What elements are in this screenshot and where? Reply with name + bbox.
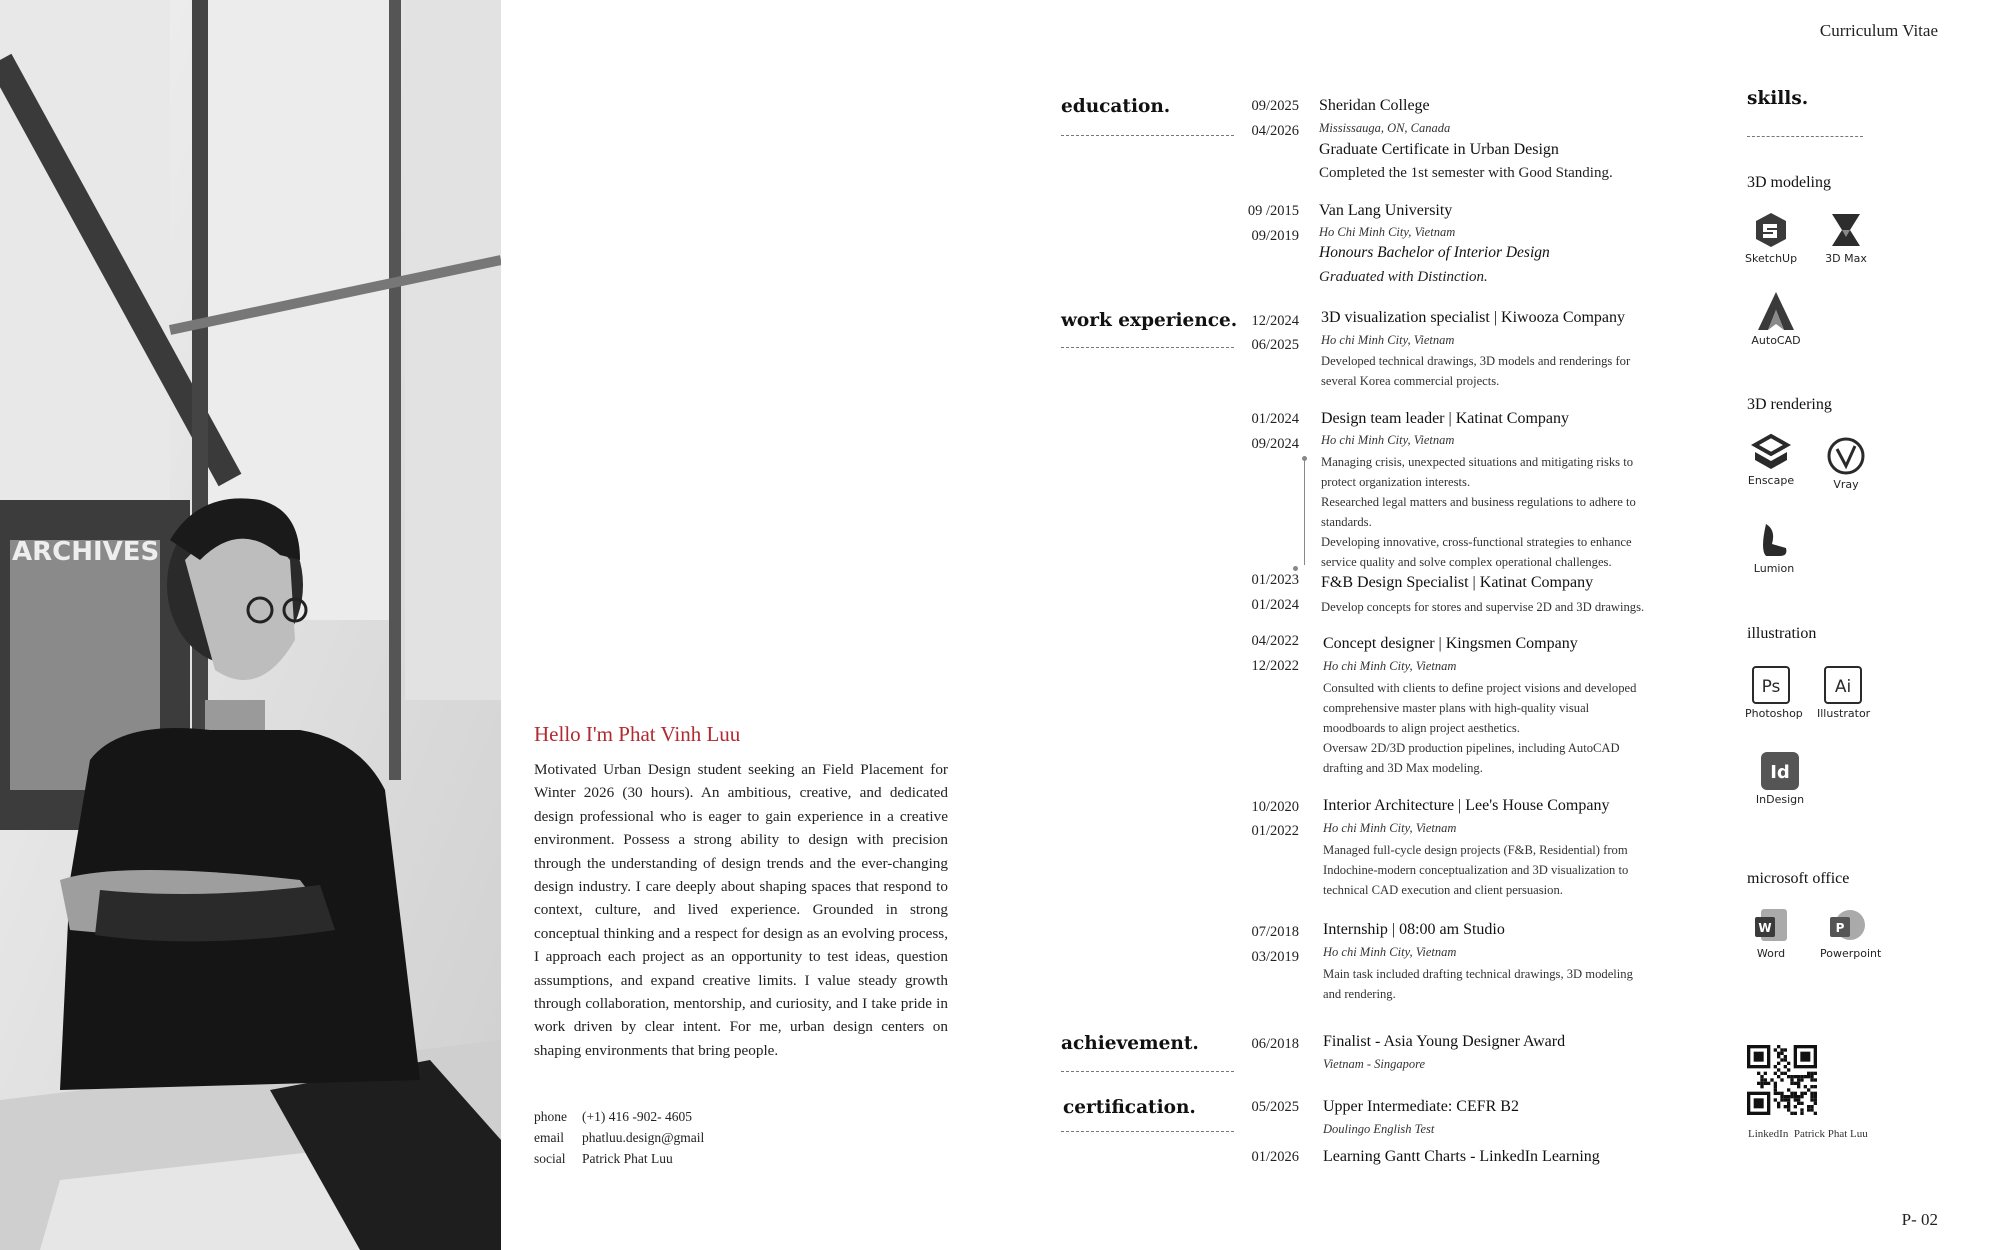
work-start: 10/2020: [1251, 799, 1299, 815]
edu-end: 04/2026: [1251, 123, 1299, 139]
page-number: P- 02: [1901, 1210, 1938, 1229]
autocad-icon: [1750, 290, 1802, 347]
work-desc: [1321, 597, 1644, 617]
contact-label: social: [534, 1151, 566, 1166]
certification-heading: certification.: [1063, 1097, 1196, 1118]
work-heading: work experience.: [1061, 310, 1238, 331]
skills-divider: [1747, 136, 1863, 137]
cert-date: 01/2026: [1251, 1149, 1299, 1165]
tool-label: Lumion: [1753, 562, 1795, 575]
work-desc-line: drafting and 3D Max modeling.: [1323, 761, 1483, 775]
contact-block: [534, 1106, 704, 1169]
tool-label: Enscape: [1747, 474, 1795, 487]
work-desc-line: Oversaw 2D/3D production pipelines, including AutoCAD: [1323, 741, 1620, 755]
edu-note: Completed the 1st semester with Good Standing.: [1319, 165, 1613, 181]
achievement-title: Finalist - Asia Young Designer Award: [1323, 1033, 1566, 1050]
skill-group-microsoft-office: microsoft office: [1747, 870, 1850, 887]
cert-date: 05/2025: [1251, 1099, 1299, 1115]
timeline-dot: [1302, 456, 1307, 461]
edu-location: Ho Chi Minh City, Vietnam: [1319, 225, 1456, 239]
education-divider: [1061, 135, 1234, 136]
photoshop-icon: [1745, 665, 1803, 720]
cv-label: Curriculum Vitae: [1819, 21, 1938, 40]
work-end: 12/2022: [1251, 658, 1299, 674]
ai-glyph: Ai: [1834, 677, 1852, 697]
tool-label: 3D Max: [1825, 252, 1867, 265]
work-start: 01/2024: [1251, 411, 1299, 427]
edu-end: 09/2019: [1251, 228, 1299, 244]
qr-caption: LinkedIn Patrick Phat Luu: [1748, 1128, 1868, 1140]
3dsmax-icon: [1820, 210, 1872, 265]
skills-heading: skills.: [1747, 88, 1809, 109]
work-desc-line: Developed technical drawings, 3D models and renderings for: [1321, 354, 1631, 368]
svg-text:ARCHIVES: ARCHIVES: [12, 537, 160, 567]
edu-start: 09 /2015: [1247, 203, 1299, 219]
work-role: F&B Design Specialist | Katinat Company: [1321, 574, 1594, 591]
work-desc-line: standards.: [1321, 515, 1372, 529]
tool-label: SketchUp: [1745, 252, 1798, 265]
contact-label: email: [534, 1130, 564, 1145]
tool-label: Vray: [1833, 478, 1859, 491]
edu-start: 09/2025: [1251, 98, 1299, 114]
certification-divider: [1061, 1131, 1234, 1132]
work-desc: [1323, 840, 1628, 900]
edu-school: Sheridan College: [1319, 97, 1430, 114]
tool-label: Illustrator: [1817, 707, 1871, 720]
work-desc-line: comprehensive master plans with high-quality visual: [1323, 701, 1590, 715]
cert-title: Upper Intermediate: CEFR B2: [1323, 1098, 1519, 1115]
contact-value: phatluu.design@gmail: [582, 1130, 705, 1145]
contact-value: (+1) 416 -902- 4605: [582, 1109, 692, 1124]
achievement-divider: [1061, 1071, 1234, 1072]
work-desc-line: Managed full-cycle design projects (F&B, Residential) from: [1323, 843, 1628, 857]
work-desc-line: service quality and solve complex operational challenges.: [1321, 555, 1612, 569]
education-heading: education.: [1061, 96, 1171, 117]
sketchup-icon: [1745, 210, 1797, 265]
work-start: 04/2022: [1251, 633, 1299, 649]
tool-label: AutoCAD: [1751, 334, 1801, 347]
timeline-dot: [1293, 566, 1298, 571]
work-location: Ho chi Minh City, Vietnam: [1323, 945, 1457, 959]
edu-school: Van Lang University: [1319, 202, 1453, 219]
contact-value: Patrick Phat Luu: [582, 1151, 673, 1166]
achievement-location: Vietnam - Singapore: [1323, 1057, 1426, 1071]
work-role: Concept designer | Kingsmen Company: [1323, 635, 1578, 652]
skill-group-3d-modeling: 3D modeling: [1747, 174, 1831, 191]
work-end: 01/2022: [1251, 823, 1299, 839]
work-location: Ho chi Minh City, Vietnam: [1321, 333, 1455, 347]
tool-label: Photoshop: [1745, 707, 1803, 720]
word-glyph: W: [1758, 921, 1772, 935]
work-desc-line: Consulted with clients to define project visions and developed: [1323, 681, 1637, 695]
ppt-glyph: P: [1835, 921, 1845, 935]
work-start: 07/2018: [1251, 924, 1299, 940]
work-location: Ho chi Minh City, Vietnam: [1323, 659, 1457, 673]
edu-location: Mississauga, ON, Canada: [1319, 121, 1451, 135]
edu-degree: Honours Bachelor of Interior Design: [1319, 244, 1550, 261]
work-desc-line: moodboards to align project aesthetics.: [1323, 721, 1520, 735]
powerpoint-icon: [1820, 905, 1882, 960]
work-end: 03/2019: [1251, 949, 1299, 965]
tool-label: Word: [1756, 947, 1786, 960]
cert-location: Doulingo English Test: [1323, 1122, 1435, 1136]
contact-social: [534, 1148, 704, 1169]
illustrator-icon: [1817, 665, 1869, 720]
work-location: Ho chi Minh City, Vietnam: [1323, 821, 1457, 835]
work-desc: [1323, 678, 1636, 778]
achievement-heading: achievement.: [1061, 1033, 1199, 1054]
work-start: 12/2024: [1251, 313, 1299, 329]
work-desc: [1321, 452, 1636, 572]
ps-glyph: Ps: [1761, 677, 1781, 697]
work-desc-line: Main task included drafting technical drawings, 3D modeling: [1323, 967, 1633, 981]
work-desc-line: Indochine-modern conceptualization and 3D visualization to: [1323, 863, 1629, 877]
achievement-date: 06/2018: [1251, 1036, 1299, 1052]
work-end: 09/2024: [1251, 436, 1299, 452]
contact-phone: [534, 1106, 704, 1127]
timeline-line: [1304, 459, 1305, 565]
edu-note: Graduated with Distinction.: [1319, 269, 1488, 285]
contact-label: phone: [534, 1109, 567, 1124]
work-role: Internship | 08:00 am Studio: [1323, 921, 1505, 938]
contact-email: [534, 1127, 704, 1148]
skill-group-3d-rendering: 3D rendering: [1747, 396, 1832, 413]
work-divider: [1061, 347, 1234, 348]
work-start: 01/2023: [1251, 572, 1299, 588]
work-end: 06/2025: [1251, 337, 1299, 353]
indesign-icon: [1754, 751, 1806, 806]
edu-degree: Graduate Certificate in Urban Design: [1319, 141, 1559, 158]
linkedin-qr-code[interactable]: [1747, 1045, 1817, 1119]
work-role: 3D visualization specialist | Kiwooza Company: [1321, 309, 1626, 326]
work-desc-line: Managing crisis, unexpected situations and mitigating risks to: [1321, 455, 1633, 469]
work-desc-line: Develop concepts for stores and supervise 2D and 3D drawings.: [1321, 600, 1645, 614]
work-role: Design team leader | Katinat Company: [1321, 410, 1570, 427]
work-desc-line: protect organization interests.: [1321, 475, 1471, 489]
skill-group-illustration: illustration: [1747, 625, 1817, 642]
tool-label: InDesign: [1755, 793, 1805, 806]
vray-icon: [1820, 436, 1872, 491]
work-desc-line: technical CAD execution and client persuasion.: [1323, 883, 1563, 897]
work-end: 01/2024: [1251, 597, 1299, 613]
work-desc-line: and rendering.: [1323, 987, 1396, 1001]
word-icon: [1745, 905, 1797, 960]
cert-title: Learning Gantt Charts - LinkedIn Learning: [1323, 1148, 1600, 1165]
profile-bio: Motivated Urban Design student seeking an Field Placement for Winter 2026 (30 hours). An ambitious, creative, and dedicated design professional who is eager to gain experience in a creative environment. Possess a strong ability to design with precision through the understanding of design trends and the ever-changing design industry. I care deeply about shaping spaces that respond to context, culture, and lived experience. Grounded in strong conceptual thinking and a respect for design as an evolving process, I approach each project as an opportunity to test ideas, question assumptions, and expand creative limits. I value steady growth through collaboration, mentorship, and curiosity, and I take pride in work driven by clear intent. For me, urban design centers on shaping environments that bring people.: [534, 761, 948, 1059]
work-role: Interior Architecture | Lee's House Company: [1323, 797, 1610, 814]
lumion-icon: [1748, 520, 1800, 575]
profile-greeting: Hello I'm Phat Vinh Luu: [534, 722, 741, 746]
work-desc-line: Developing innovative, cross-functional strategies to enhance: [1321, 535, 1632, 549]
enscape-icon: [1745, 432, 1797, 487]
work-desc: [1323, 964, 1633, 1004]
work-desc: [1321, 351, 1630, 391]
id-glyph: Id: [1770, 762, 1790, 783]
tool-label: Powerpoint: [1820, 947, 1882, 960]
portrait-photo: [0, 0, 501, 1250]
work-desc-line: Researched legal matters and business regulations to adhere to: [1321, 495, 1636, 509]
work-desc-line: several Korea commercial projects.: [1321, 374, 1500, 388]
work-location: Ho chi Minh City, Vietnam: [1321, 433, 1455, 447]
